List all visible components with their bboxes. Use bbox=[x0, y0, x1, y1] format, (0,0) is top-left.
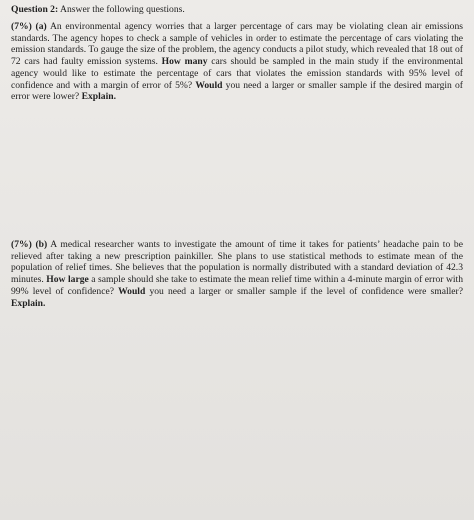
part-a-bold-1: How many bbox=[161, 56, 208, 68]
question-label: Question 2: bbox=[11, 4, 59, 15]
part-b-marker: (7%) (b) bbox=[11, 239, 48, 250]
part-b-bold-2: Would bbox=[118, 285, 146, 297]
part-a-text-1: An environmental agency worries that a larger percentage of cars may be violating clean air emissions standards. The agency hopes to check a sample of vehicles in order to estimate the percentage of cars violating the emission standards. To gauge the size of the problem, the agency conducts a pilot study, which revealed that 18 out of 72 cars had faulty emission systems. bbox=[11, 21, 463, 68]
question-part-b bbox=[11, 239, 463, 309]
question-instruction: Answer the following questions. bbox=[58, 4, 185, 15]
part-a-bold-2: Would bbox=[195, 79, 223, 91]
part-b-bold-3: Explain. bbox=[11, 297, 46, 309]
part-b-text-1: A medical researcher wants to investigate the amount of time it takes for patients’ headache pain to be relieved after taking a new prescription painkiller. She plans to use statistical methods to estimate mean of the population of relief times. She believes that the population is normally distributed with a standard deviation of 42.3 minutes. bbox=[11, 239, 463, 286]
part-a-bold-3: Explain. bbox=[81, 91, 116, 103]
part-a-marker: (7%) (a) bbox=[11, 21, 47, 32]
part-a-text-3: you need a larger or smaller sample if the desired margin of error were lower? bbox=[11, 79, 463, 103]
question-part-a bbox=[11, 21, 463, 103]
part-b-bold-1: How large bbox=[46, 274, 89, 286]
part-b-text-2: a sample should she take to estimate the mean relief time within a 4-minute margin of error with 99% level of confidence? bbox=[11, 274, 463, 297]
question-heading bbox=[11, 4, 185, 16]
part-b-text-3: you need a larger or smaller sample if the level of confidence were smaller? bbox=[145, 285, 463, 297]
part-a-text-2: cars should be sampled in the main study if the environmental agency would like to estimate the percentage of cars that violates the emission standards with 95% level of confidence and with a margin of error of 5%? bbox=[11, 56, 463, 91]
